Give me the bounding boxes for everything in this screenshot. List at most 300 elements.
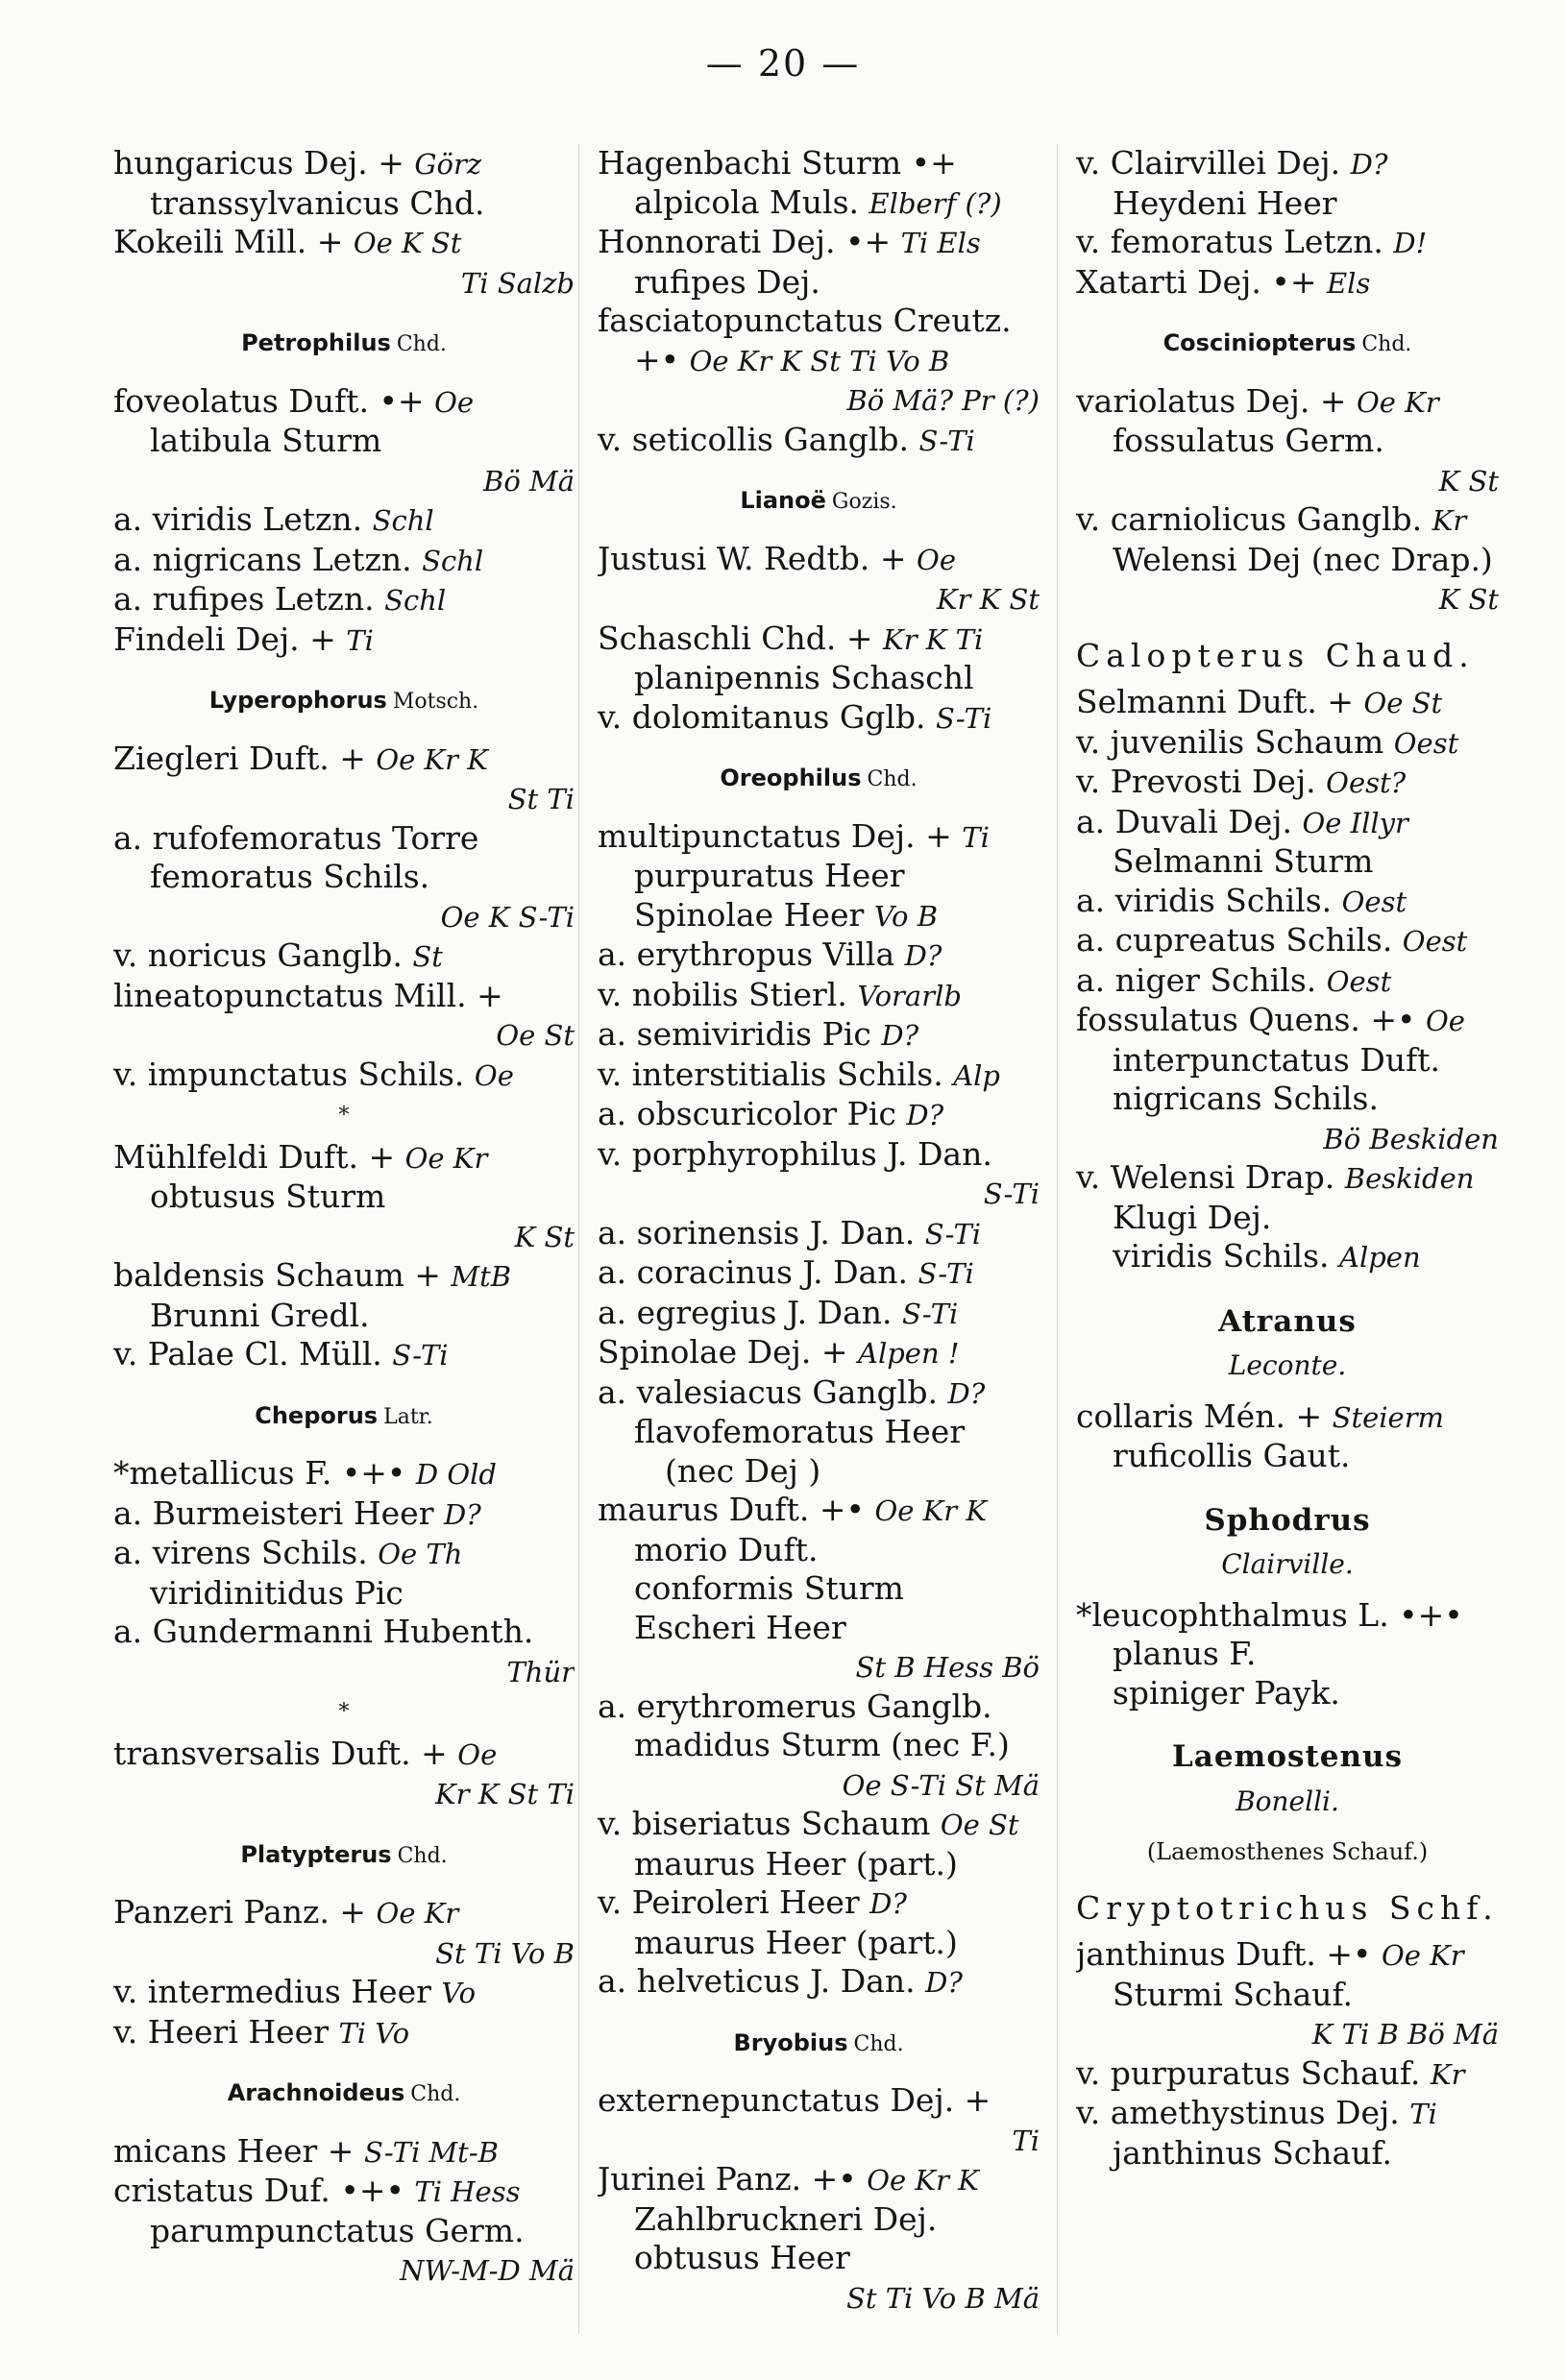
distribution: Ti (962, 820, 990, 854)
distribution: Alp (953, 1058, 1001, 1092)
species-name: nigricans Schils. (1113, 1080, 1379, 1117)
species-name: a. sorinensis J. Dan. (598, 1213, 925, 1251)
distribution: Kr (1431, 504, 1467, 537)
species-line (598, 1253, 1040, 1294)
species-name: a. virens Schils. (113, 1534, 379, 1571)
species-name: Sturmi Schauf. (1113, 1975, 1354, 2013)
species-name: v. noricus Ganglb. (113, 936, 413, 974)
distribution: Ti Hess (414, 2175, 521, 2208)
distribution: St Ti Vo B (435, 1936, 575, 1970)
species-name: v. Welensi Drap. (1076, 1158, 1345, 1196)
genus-author: Chd. (397, 1843, 448, 1868)
species-name: maurus Duft. +• (598, 1491, 875, 1528)
species-line (598, 1452, 1040, 1492)
species-line (1076, 723, 1499, 764)
species-name: v. Prevosti Dej. (1076, 763, 1327, 800)
species-line (113, 422, 575, 461)
species-line (598, 2239, 1040, 2278)
species-name: fossulatus Germ. (1113, 422, 1384, 459)
distribution: St B Hess Bö (855, 1651, 1040, 1684)
distribution: D? (869, 1887, 907, 1920)
species-name: ruficollis Gaut. (1113, 1437, 1351, 1474)
species-name: Brunni Gredl. (150, 1296, 370, 1334)
distribution: D Old (415, 1458, 497, 1491)
species-name: v. impunctatus Schils. (113, 1055, 475, 1093)
species-name: Escheri Heer (634, 1608, 846, 1646)
distribution: NW-M-D Mä (400, 2254, 575, 2287)
distribution: Steierm (1332, 1400, 1445, 1434)
distribution: Oe Kr K (376, 742, 488, 776)
species-line (598, 144, 1040, 183)
species-name: foveolatus Duft. •+ (113, 381, 435, 420)
species-line (598, 1294, 1040, 1334)
species-name: Findeli Dej. + (113, 619, 347, 658)
species-line (1076, 1397, 1499, 1438)
species-line (113, 1056, 575, 1096)
distribution: K St (1438, 464, 1499, 498)
distribution: D? (881, 1019, 919, 1052)
distribution: Görz (414, 148, 482, 181)
species-name: a. cupreatus Schils. (1076, 921, 1403, 959)
species-line (598, 619, 1040, 660)
distribution: S-Ti (901, 1297, 959, 1330)
distribution: Vo B (873, 899, 939, 933)
genus-name: Platypterus (240, 1840, 392, 1868)
species-line (113, 1297, 575, 1336)
distribution: Oest (1393, 726, 1459, 760)
species-name: janthinus Duft. +• (1076, 1935, 1382, 1973)
distribution: Vo (441, 1977, 477, 2009)
species-line (598, 1726, 1040, 1765)
species-name: janthinus Schauf. (1113, 2133, 1392, 2172)
species-line (598, 1765, 1040, 1806)
species-line (598, 1095, 1040, 1135)
species-name: a. nigricans Letzn. (113, 540, 423, 578)
distribution: Oe S-Ti St Mä (842, 1768, 1040, 1802)
species-line (598, 659, 1040, 698)
species-line (1076, 842, 1499, 882)
distribution: Oe (457, 1737, 498, 1771)
species-line (598, 302, 1040, 341)
distribution: Bö Beskiden (1323, 1122, 1499, 1155)
distribution: St Ti (507, 783, 575, 815)
species-name: a. Burmeisteri Heer (113, 1494, 444, 1532)
species-line (1076, 144, 1499, 184)
species-line (113, 936, 575, 977)
distribution: Schl (372, 504, 434, 537)
species-line (1076, 763, 1499, 803)
distribution: St (412, 940, 443, 973)
species-name: Panzeri Panz. + (113, 1893, 377, 1931)
column-left (113, 144, 575, 2291)
species-name: a. Duvali Dej. (1076, 802, 1303, 840)
genus-name: Lyperophorus (208, 687, 387, 714)
species-name: cristatus Duf. •+• (113, 2172, 415, 2209)
species-name: a. egregius J. Dan. (598, 1293, 902, 1331)
species-line (598, 1015, 1040, 1056)
species-name: v. seticollis Ganglb. (598, 420, 919, 458)
species-name: v. intermedius Heer (113, 1973, 442, 2010)
genus-heading (598, 759, 1040, 800)
distribution: Bö Mä? Pr (?) (846, 384, 1040, 417)
distribution: D! (1393, 227, 1428, 259)
species-name: (nec Dej ) (665, 1451, 821, 1490)
species-line (1076, 541, 1499, 580)
genus-name: Bryobius (733, 2028, 848, 2056)
distribution: Oe Kr (1381, 1939, 1464, 1972)
species-line (1076, 1935, 1499, 1976)
species-name: interpunctatus Duft. (1113, 1040, 1441, 1079)
page-number: — 20 — (705, 42, 861, 85)
species-line (598, 1174, 1040, 1214)
distribution: S-Ti (918, 1257, 974, 1290)
distribution: Kr K St Ti (435, 1778, 575, 1810)
species-line (113, 1774, 575, 1814)
species-line (598, 540, 1040, 580)
species-line (1076, 500, 1499, 541)
species-name: fasciatopunctatus Creutz. (598, 302, 1012, 339)
species-name: v. Palae Cl. Müll. (113, 1335, 393, 1372)
distribution: K Ti B Bö Mä (1311, 2018, 1499, 2051)
species-line (1076, 1237, 1499, 1277)
genus-name: Cosciniopterus (1162, 329, 1357, 356)
species-name: a. helveticus J. Dan. (598, 1962, 926, 2000)
species-name: v. carniolicus Ganglb. (1076, 500, 1432, 538)
species-name: maurus Heer (part.) (634, 1844, 958, 1882)
species-name: v. femoratus Letzn. (1076, 223, 1394, 260)
distribution: D? (1350, 148, 1388, 181)
species-line (1076, 579, 1499, 619)
distribution: Ti Els (900, 227, 981, 259)
species-name: +• (634, 340, 690, 378)
genus-author: Gozis. (831, 490, 897, 514)
species-line (113, 2250, 575, 2291)
species-line (598, 1214, 1040, 1254)
species-line (1076, 1119, 1499, 1159)
section-separator: * (338, 1104, 350, 1128)
genus-author: Chd. (396, 332, 447, 356)
species-name: v. purpuratus Schauf. (1076, 2053, 1431, 2092)
species-line (113, 1494, 575, 1535)
distribution: S-Ti (983, 1178, 1040, 1210)
species-name: v. nobilis Stierl. (598, 975, 858, 1013)
species-line (1076, 2134, 1499, 2174)
species-line (598, 1647, 1040, 1688)
distribution: Thür (506, 1655, 575, 1688)
species-name: v. biseriatus Schaum (598, 1805, 941, 1842)
species-line (113, 1178, 575, 1217)
species-name: parumpunctatus Germ. (150, 2211, 525, 2249)
genus-author: Bonelli. (1236, 1785, 1339, 1817)
distribution: Ti Salzb (460, 266, 575, 300)
genus-author: Latr. (383, 1404, 433, 1429)
species-line (1076, 1635, 1499, 1674)
species-line (598, 1609, 1040, 1648)
species-line (598, 857, 1040, 896)
species-line (113, 184, 575, 224)
distribution: Oest (1402, 925, 1468, 958)
species-line (598, 263, 1040, 303)
distribution: Oe St (940, 1809, 1019, 1841)
species-line (1076, 1001, 1499, 1041)
species-name: femoratus Schils. (150, 858, 430, 895)
species-line (598, 1805, 1040, 1845)
genus-name: Lianoë (740, 487, 826, 514)
species-line (113, 541, 575, 581)
distribution: Oest (1326, 964, 1392, 998)
species-line (1076, 961, 1499, 1002)
species-line (598, 698, 1040, 739)
species-name: a. viridis Letzn. (113, 500, 373, 538)
distribution: Beskiden (1344, 1162, 1475, 1195)
species-line (113, 263, 575, 304)
distribution: D? (925, 1966, 963, 1999)
subgenus-heading: Cryptotrichus Schf. (1076, 1888, 1499, 1927)
species-line (598, 1413, 1040, 1452)
distribution: D? (906, 1099, 944, 1131)
species-line (598, 341, 1040, 381)
distribution: Els (1327, 266, 1371, 300)
species-line (113, 740, 575, 780)
species-name: a. rufipes Letzn. (113, 580, 385, 618)
species-name: Spinolae Dej. + (598, 1333, 858, 1371)
species-name: v. interstitialis Schils. (598, 1055, 954, 1093)
distribution: Oe Kr K (867, 2164, 979, 2197)
species-name: Ziegleri Duft. + (113, 739, 377, 777)
species-line (113, 1217, 575, 1257)
species-name: *metallicus F. •+• (113, 1454, 416, 1492)
distribution: Bö Mä (483, 464, 575, 498)
species-name: Klugi Dej. (1113, 1198, 1272, 1236)
species-line (598, 1688, 1040, 1727)
distribution: Oest? (1326, 766, 1407, 799)
species-line (598, 579, 1040, 619)
column-rule (578, 144, 579, 2334)
species-line (598, 1056, 1040, 1096)
species-line (598, 2278, 1040, 2319)
species-line (113, 1138, 575, 1178)
species-line (1076, 1596, 1499, 1636)
species-name: Selmanni Sturm (1113, 842, 1374, 880)
species-name: purpuratus Heer (634, 857, 905, 894)
species-name: Justusi W. Redtb. + (598, 539, 918, 577)
distribution: S-Ti (924, 1217, 982, 1251)
species-line (113, 1652, 575, 1692)
column-rule (1057, 144, 1058, 2334)
species-name: Heydeni Heer (1113, 183, 1337, 222)
species-name: a. rufofemoratus Torre (113, 818, 479, 857)
distribution: S-Ti (392, 1339, 449, 1372)
species-name: rufipes Dej. (634, 262, 820, 301)
species-name: baldensis Schaum + (113, 1256, 452, 1294)
genus-name: Petrophilus (241, 329, 391, 356)
species-name: a. erythromerus Ganglb. (598, 1687, 992, 1725)
species-line (1076, 2094, 1499, 2134)
genus-heading: Sphodrus (1204, 1502, 1371, 1538)
species-name: v. dolomitanus Gglb. (598, 697, 936, 736)
distribution: Kr (1430, 2057, 1465, 2091)
distribution: Oe (434, 385, 474, 419)
species-name: madidus Sturm (nec F.) (634, 1726, 1010, 1763)
distribution: Oe Illyr (1302, 806, 1408, 839)
genus-heading (113, 1396, 575, 1438)
species-name: a. erythropus Villa (598, 935, 905, 973)
species-line (1076, 921, 1499, 961)
species-name: v. Clairvillei Dej. (1076, 144, 1351, 182)
distribution: Oe (1425, 1005, 1465, 1037)
species-line (1076, 1437, 1499, 1476)
species-line (1076, 1976, 1499, 2015)
species-line (1076, 1158, 1499, 1199)
species-line (598, 1373, 1040, 1414)
species-name: externepunctatus Dej. + (598, 2081, 991, 2119)
distribution: Kr K St (936, 583, 1040, 616)
species-line (113, 897, 575, 937)
species-line (598, 1333, 1040, 1373)
genus-name: Cheporus (255, 1401, 379, 1429)
distribution: Schl (384, 584, 447, 617)
genus-name: Arachnoideus (227, 2079, 405, 2106)
species-line (1076, 461, 1499, 501)
species-line (113, 1454, 575, 1494)
column-right (1076, 144, 1499, 2173)
genus-author: Chd. (410, 2082, 461, 2106)
species-line (113, 620, 575, 661)
species-line (598, 1491, 1040, 1531)
species-line (113, 2013, 575, 2053)
species-name: v. porphyrophilus J. Dan. (598, 1134, 992, 1173)
species-line (113, 1015, 575, 1056)
species-name: a. semiviridis Pic (598, 1015, 882, 1053)
species-line (598, 2081, 1040, 2121)
distribution: Schl (422, 544, 484, 577)
species-line (598, 1135, 1040, 1175)
species-name: multipunctatus Dej. + (598, 816, 963, 855)
distribution: Oe Kr (404, 1141, 488, 1175)
species-line (1076, 1199, 1499, 1238)
species-line (598, 817, 1040, 858)
species-line (1076, 184, 1499, 224)
distribution: Ti Vo (338, 2016, 410, 2050)
species-line (113, 1574, 575, 1614)
distribution: Alpen ! (858, 1337, 960, 1370)
species-line (1076, 263, 1499, 304)
species-line (113, 977, 575, 1016)
species-name: planus F. (1113, 1635, 1257, 1672)
distribution: Kr K Ti (883, 622, 984, 656)
species-name: Zahlbruckneri Dej. (634, 2199, 938, 2238)
species-line (113, 1893, 575, 1933)
species-name: lineatopunctatus Mill. + (113, 976, 503, 1014)
genus-name: Oreophilus (720, 765, 862, 791)
distribution: Ti (1012, 2124, 1040, 2157)
species-name: Spinolae Heer (634, 895, 874, 934)
species-name: collaris Mén. + (1076, 1396, 1333, 1435)
species-name: Kokeili Mill. + (113, 223, 354, 260)
species-name: hungaricus Dej. + (113, 144, 415, 182)
species-line (598, 1531, 1040, 1570)
species-line (113, 2212, 575, 2251)
species-name: Selmanni Duft. + (1076, 683, 1364, 720)
distribution: S-Ti (918, 424, 975, 457)
species-name: maurus Heer (part.) (634, 1923, 958, 1961)
species-name: v. juvenilis Schaum (1076, 722, 1394, 761)
species-name: v. Heeri Heer (113, 2012, 339, 2051)
species-line (1076, 2054, 1499, 2095)
species-line (113, 580, 575, 620)
species-name: Honnorati Dej. •+ (598, 223, 901, 260)
distribution: K St (1438, 583, 1499, 616)
distribution: Oest (1341, 885, 1407, 918)
distribution: Elberf (?) (869, 186, 1002, 220)
distribution: Alpen (1339, 1241, 1421, 1274)
species-line (113, 1933, 575, 1974)
distribution: Oe Th (378, 1538, 463, 1570)
species-line (113, 779, 575, 819)
species-name: morio Duft. (634, 1530, 819, 1568)
species-line (598, 2200, 1040, 2240)
distribution: Oe K St (353, 227, 462, 259)
species-name: transversalis Duft. + (113, 1734, 458, 1772)
genus-heading (113, 681, 575, 722)
genus-author: Chd. (867, 767, 918, 791)
species-name: flavofemoratus Heer (634, 1413, 966, 1450)
distribution: Oe K S-Ti (440, 900, 575, 934)
species-line (598, 380, 1040, 421)
genus-author: Motsch. (392, 690, 479, 714)
species-name: Xatarti Dej. •+ (1076, 262, 1327, 301)
species-line (1076, 803, 1499, 843)
genus-heading (1076, 324, 1499, 365)
distribution: D? (443, 1497, 481, 1531)
species-line (598, 1569, 1040, 1609)
species-name: a. coracinus J. Dan. (598, 1253, 918, 1291)
genus-heading (598, 481, 1040, 522)
species-line (113, 858, 575, 897)
genus-heading (598, 2024, 1040, 2065)
species-name: obtusus Sturm (150, 1178, 386, 1215)
distribution: St Ti Vo B Mä (845, 2281, 1040, 2315)
distribution: Oe Kr (376, 1897, 459, 1930)
species-line (113, 2172, 575, 2212)
species-line (1076, 1674, 1499, 1713)
distribution: Vorarlb (857, 979, 962, 1012)
species-name: viridis Schils. (1113, 1237, 1339, 1275)
species-line (113, 1256, 575, 1297)
species-name: Schaschli Chd. + (598, 619, 884, 657)
species-line (598, 2160, 1040, 2200)
genus-heading (113, 2074, 575, 2115)
species-line (113, 1973, 575, 2013)
species-line (1076, 2014, 1499, 2054)
species-name: Mühlfeldi Duft. + (113, 1137, 405, 1176)
species-line (1076, 382, 1499, 423)
genus-author: Chd. (853, 2031, 904, 2056)
distribution: MtB (451, 1260, 512, 1293)
species-name: variolatus Dej. + (1076, 381, 1358, 420)
species-line (1076, 882, 1499, 922)
genus-heading (113, 1835, 575, 1877)
species-line (598, 1883, 1040, 1924)
species-line (598, 183, 1040, 224)
section-separator: * (338, 1700, 350, 1724)
species-line (1076, 683, 1499, 723)
species-name: planipennis Schaschl (634, 659, 974, 696)
species-name: a. viridis Schils. (1076, 881, 1342, 919)
species-line (1076, 1041, 1499, 1081)
species-line (113, 382, 575, 423)
species-name: a. niger Schils. (1076, 960, 1327, 999)
